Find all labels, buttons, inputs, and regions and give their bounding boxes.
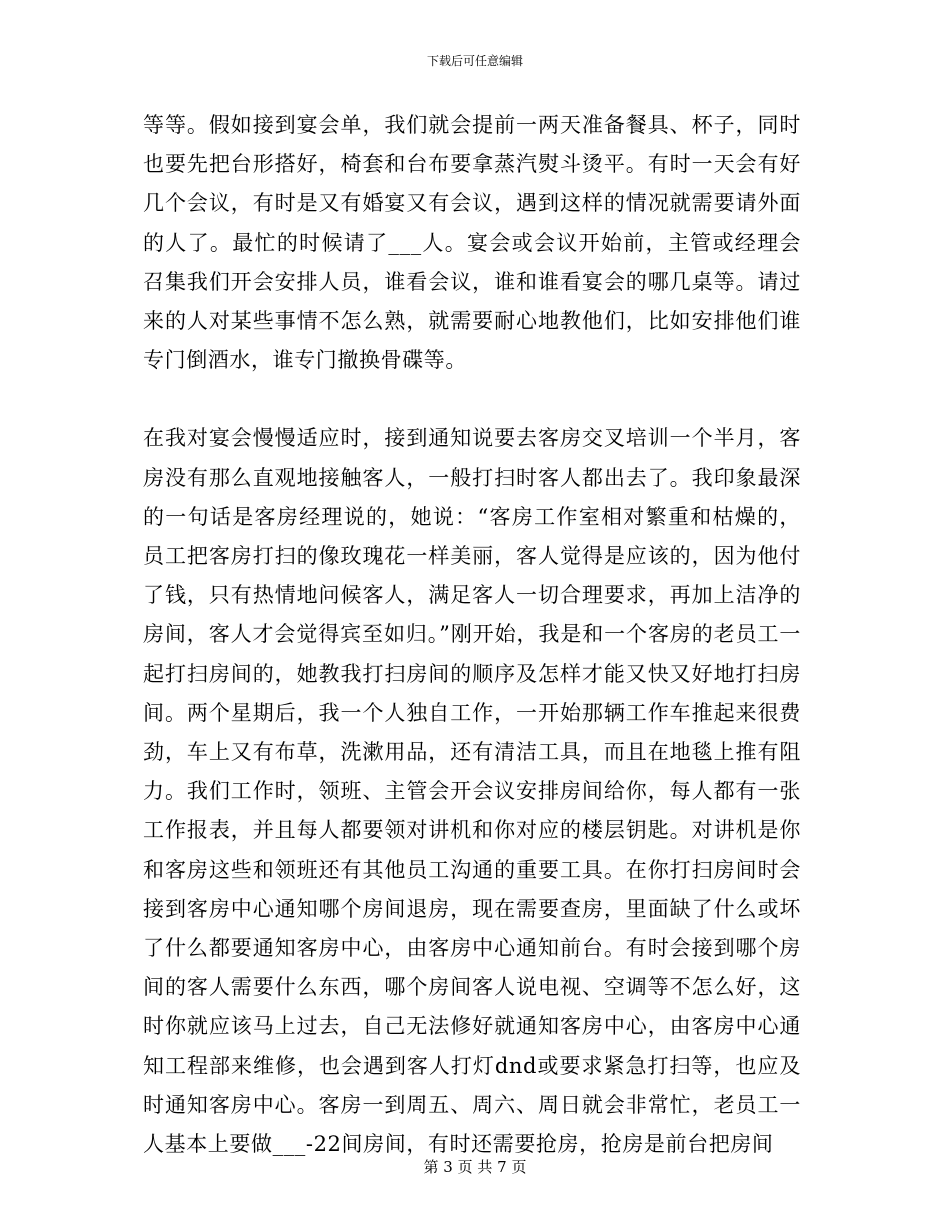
page-number: 第 3 页 共 7 页 [423, 1158, 527, 1176]
paragraph-banquet: 等等。假如接到宴会单，我们就会提前一两天准备餐具、杯子，同时也要先把台形搭好，椅套和台布要拿蒸汽熨斗烫平。有时一天会有好几个会议，有时是又有婚宴又有会议，遇到这样的情况就需要请外面的人了。最忙的时候请了___人。宴会或会议开始前，主管或经理会召集我们开会安排人员，谁看会议，谁和谁看宴会的哪几桌等。请过来的人对某些事情不怎么熟，就需要耐心地教他们，比如安排他们谁专门倒酒水，谁专门撤换骨碟等。 [143, 113, 801, 373]
document-body [143, 106, 801, 1164]
page-header: 下载后可任意编辑 [426, 54, 523, 68]
paragraph-housekeeping: 在我对宴会慢慢适应时，接到通知说要去客房交叉培训一个半月，客房没有那么直观地接触客人，一般打扫时客人都出去了。我印象最深的一句话是客房经理说的，她说：“客房工作室相对繁重和枯燥的，员工把客房打扫的像玫瑰花一样美丽，客人觉得是应该的，因为他付了钱，只有热情地问候客人，满足客人一切合理要求，再加上洁净的房间，客人才会觉得宾至如归。”刚开始，我是和一个客房的老员工一起打扫房间的，她教我打扫房间的顺序及怎样才能又快又好地打扫房间。两个星期后，我一个人独自工作，一开始那辆工作车推起来很费劲，车上又有布草，洗漱用品，还有清洁工具，而且在地毯上推有阻力。我们工作时，领班、主管会开会议安排房间给你，每人都有一张工作报表，并且每人都要领对讲机和你对应的楼层钥匙。对讲机是你和客房这些和领班还有其他员工沟通的重要工具。在你打扫房间时会接到客房中心通知哪个房间退房，现在需要查房，里面缺了什么或坏了什么都要通知客房中心，由客房中心通知前台。有时会接到哪个房间的客人需要什么东西，哪个房间客人说电视、空调等不怎么好，这时你就应该马上过去，自己无法修好就通知客房中心，由客房中心通知工程部来维修，也会遇到客人打灯dnd或要求紧急打扫等，也应及时通知客房中心。客房一到周五、周六、周日就会非常忙，老员工一人基本上要做___-22间房间，有时还需要抢房，抢房是前台把房间 [143, 426, 801, 1157]
paragraph-spacer [143, 380, 801, 419]
